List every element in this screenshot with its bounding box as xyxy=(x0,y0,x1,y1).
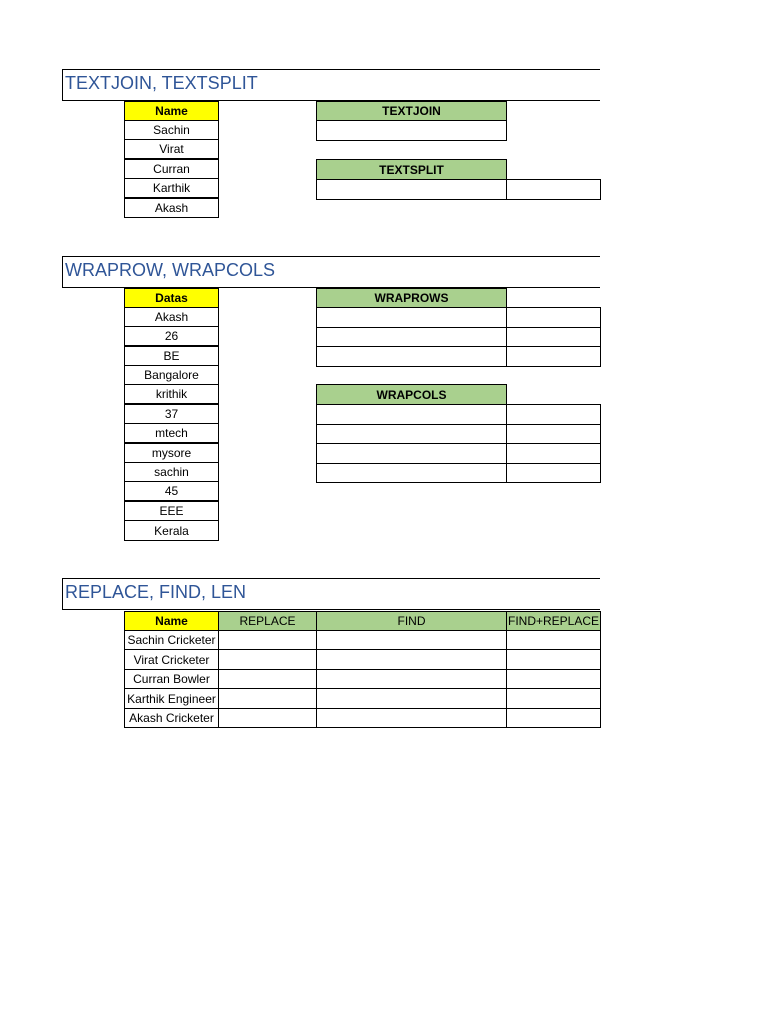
wraprows-result-cell[interactable] xyxy=(506,327,601,347)
name-cell[interactable]: Curran Bowler xyxy=(124,669,219,689)
find-replace-result-cell[interactable] xyxy=(506,630,601,650)
name-cell[interactable]: Curran xyxy=(124,159,219,179)
wraprows-result-cell[interactable] xyxy=(506,307,601,328)
find-replace-header-cell[interactable]: FIND+REPLACE xyxy=(506,611,601,631)
section-title-bar-wrap xyxy=(62,256,600,288)
wrapcols-result-cell[interactable] xyxy=(506,424,601,444)
data-cell[interactable]: EEE xyxy=(124,501,219,521)
wrapcols-result-cell[interactable] xyxy=(506,463,601,483)
wrapcols-header-cell[interactable]: WRAPCOLS xyxy=(316,384,507,405)
data-cell[interactable]: sachin xyxy=(124,462,219,482)
find-result-cell[interactable] xyxy=(316,708,507,728)
find-replace-result-cell[interactable] xyxy=(506,669,601,689)
name-cell[interactable]: Karthik Engineer xyxy=(124,688,219,709)
section-title-bar-replace xyxy=(62,578,600,610)
wraprows-result-cell[interactable] xyxy=(316,307,507,328)
wrapcols-result-cell[interactable] xyxy=(506,404,601,425)
replace-result-cell[interactable] xyxy=(218,669,317,689)
wrapcols-result-cell[interactable] xyxy=(506,443,601,464)
section-title-replace: REPLACE, FIND, LEN xyxy=(65,582,247,602)
textsplit-header-cell[interactable]: TEXTSPLIT xyxy=(316,159,507,180)
section-title-wrap: WRAPROW, WRAPCOLS xyxy=(65,260,276,280)
wrapcols-result-cell[interactable] xyxy=(316,463,507,483)
wraprows-header-cell[interactable]: WRAPROWS xyxy=(316,288,507,308)
data-cell[interactable]: 45 xyxy=(124,481,219,501)
replace-header-cell[interactable]: REPLACE xyxy=(218,611,317,631)
textjoin-result-cell[interactable] xyxy=(316,120,507,141)
wrapcols-result-cell[interactable] xyxy=(316,424,507,444)
replace-result-cell[interactable] xyxy=(218,708,317,728)
data-cell[interactable]: krithik xyxy=(124,384,219,404)
name-cell[interactable]: Virat Cricketer xyxy=(124,649,219,670)
name-cell[interactable]: Akash xyxy=(124,198,219,218)
name-header-cell[interactable]: Name xyxy=(124,611,219,631)
textsplit-result-cell[interactable] xyxy=(506,179,601,200)
data-cell[interactable]: mtech xyxy=(124,423,219,443)
replace-result-cell[interactable] xyxy=(218,630,317,650)
textsplit-result-cell[interactable] xyxy=(316,179,507,200)
wrapcols-result-cell[interactable] xyxy=(316,404,507,425)
name-cell[interactable]: Karthik xyxy=(124,178,219,198)
find-result-cell[interactable] xyxy=(316,688,507,709)
find-result-cell[interactable] xyxy=(316,630,507,650)
name-cell[interactable]: Sachin xyxy=(124,120,219,140)
data-cell[interactable]: Kerala xyxy=(124,520,219,541)
name-cell[interactable]: Virat xyxy=(124,139,219,159)
section-title-textjoin: TEXTJOIN, TEXTSPLIT xyxy=(65,73,258,93)
textjoin-header-cell[interactable]: TEXTJOIN xyxy=(316,101,507,121)
data-cell[interactable]: mysore xyxy=(124,443,219,463)
wraprows-result-cell[interactable] xyxy=(316,327,507,347)
data-cell[interactable]: 26 xyxy=(124,326,219,346)
datas-header-cell[interactable]: Datas xyxy=(124,288,219,308)
replace-result-cell[interactable] xyxy=(218,688,317,709)
name-header-cell[interactable]: Name xyxy=(124,101,219,121)
find-replace-result-cell[interactable] xyxy=(506,708,601,728)
data-cell[interactable]: 37 xyxy=(124,404,219,424)
wrapcols-result-cell[interactable] xyxy=(316,443,507,464)
find-result-cell[interactable] xyxy=(316,649,507,670)
section-title-bar-textjoin xyxy=(62,69,600,101)
name-cell[interactable]: Akash Cricketer xyxy=(124,708,219,728)
data-cell[interactable]: Akash xyxy=(124,307,219,327)
name-cell[interactable]: Sachin Cricketer xyxy=(124,630,219,650)
find-result-cell[interactable] xyxy=(316,669,507,689)
find-header-cell[interactable]: FIND xyxy=(316,611,507,631)
find-replace-result-cell[interactable] xyxy=(506,649,601,670)
wraprows-result-cell[interactable] xyxy=(506,346,601,367)
replace-result-cell[interactable] xyxy=(218,649,317,670)
data-cell[interactable]: Bangalore xyxy=(124,365,219,385)
find-replace-result-cell[interactable] xyxy=(506,688,601,709)
data-cell[interactable]: BE xyxy=(124,346,219,366)
wraprows-result-cell[interactable] xyxy=(316,346,507,367)
